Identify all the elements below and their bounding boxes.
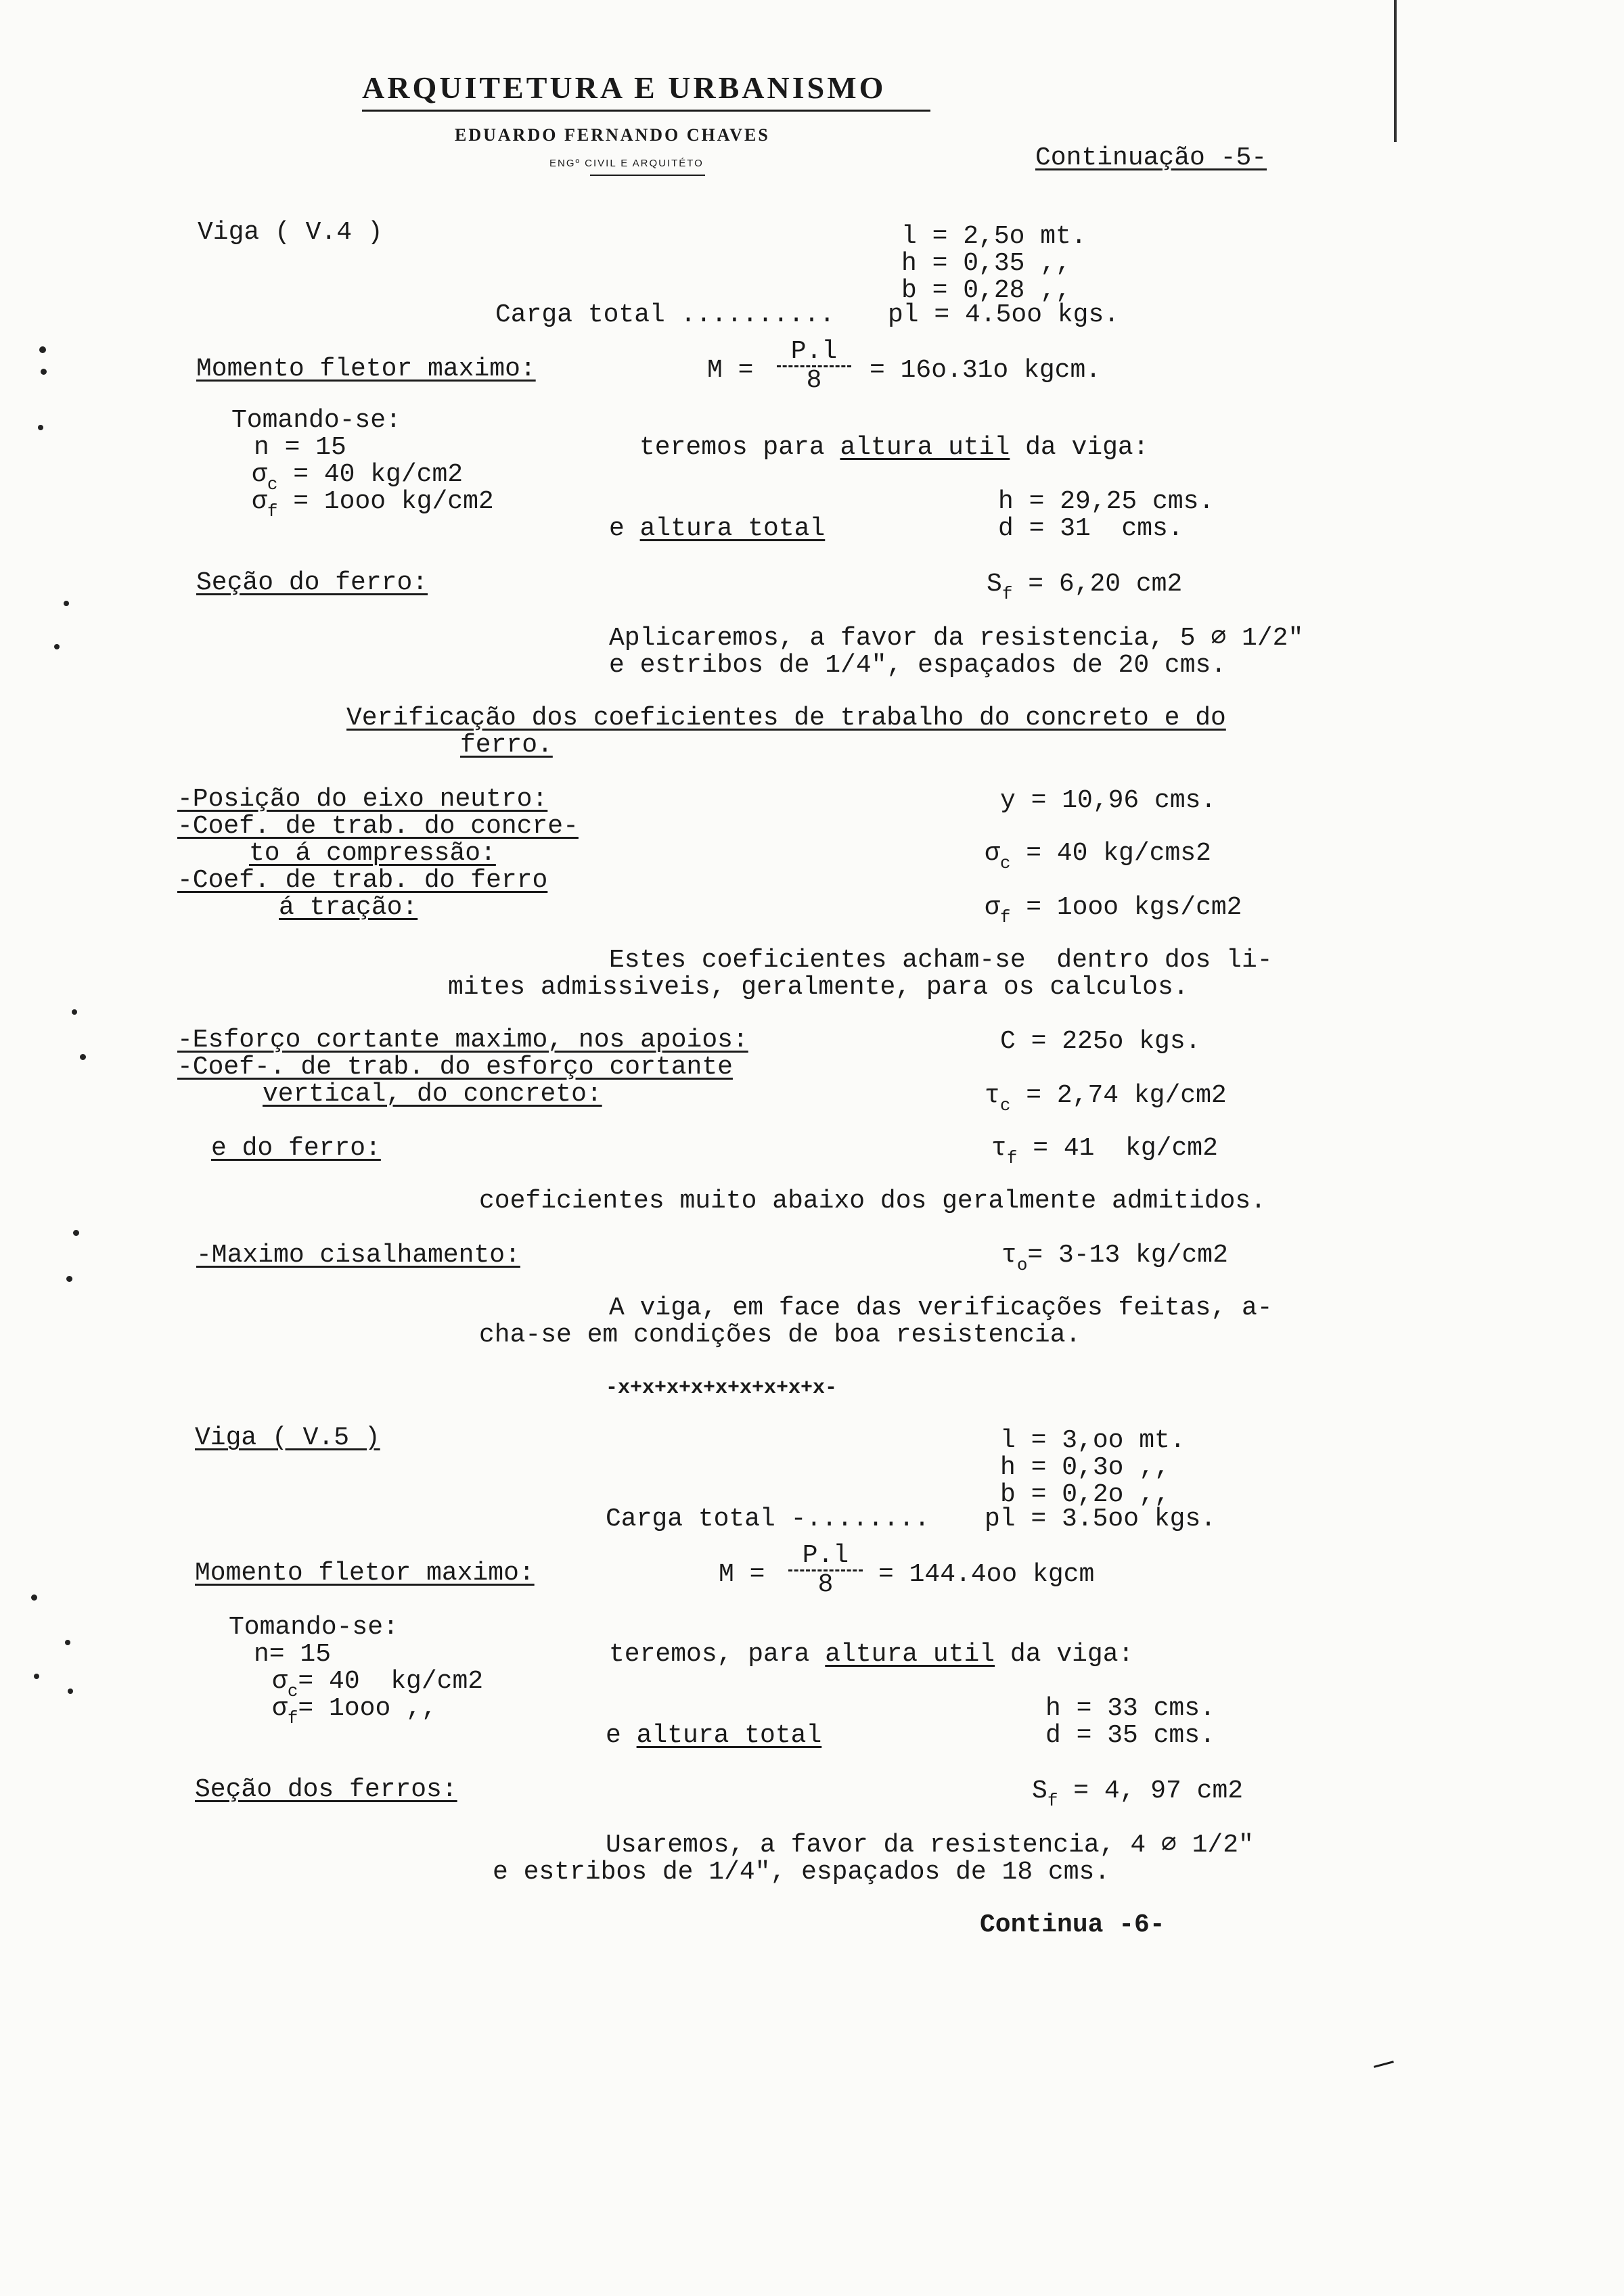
- sigma-symbol-icon: σ: [252, 460, 267, 489]
- v5-steel-section: [1032, 1776, 1243, 1816]
- scan-speck: [68, 1689, 73, 1694]
- v5-sf-value: = 4, 97 cm2: [1073, 1776, 1244, 1806]
- sub-c: c: [999, 1095, 1011, 1116]
- sigma-symbol-icon: σ: [272, 1667, 288, 1696]
- max-shear-value: [1001, 1241, 1228, 1280]
- sub-c: c: [287, 1681, 298, 1701]
- v4-width: b = 0,28 ,,: [901, 276, 1071, 305]
- section-separator: -x+x+x+x+x+x+x+x+x-: [606, 1377, 838, 1400]
- scan-speck: [64, 601, 69, 606]
- sigma-symbol-icon: σ: [252, 487, 267, 516]
- conclusion-line1: A viga, em face das verificações feitas, a-: [609, 1293, 1273, 1323]
- sf-symbol: S: [1032, 1776, 1047, 1806]
- v4-steel-section: [987, 570, 1182, 609]
- v5-moment-denominator: 8: [817, 1570, 834, 1599]
- sub-f: f: [287, 1708, 298, 1728]
- sub-f: f: [1047, 1791, 1058, 1811]
- shear-force-value: C = 225o kgs.: [1000, 1027, 1201, 1056]
- v5-total-height: d = 35 cms.: [1045, 1721, 1215, 1750]
- v5-moment-prefix: M =: [719, 1560, 765, 1589]
- v5-moment-result: = 144.4oo kgcm: [878, 1560, 1095, 1589]
- sub-f: f: [267, 501, 278, 522]
- below-limits-text: coeficientes muito abaixo dos geralmente admitidos.: [479, 1187, 1266, 1216]
- verification-heading-line2: ferro.: [460, 731, 553, 760]
- steel-coef-label-2: á tração:: [279, 893, 418, 922]
- limits-text-line1: Estes coeficientes acham-se dentro dos li-: [609, 946, 1273, 975]
- v4-altura-total: altura total: [639, 514, 826, 543]
- scan-speck: [65, 1640, 70, 1645]
- v4-sigma-c-value: = 40 kg/cm2: [293, 460, 464, 489]
- v4-n-value: n = 15: [254, 433, 346, 462]
- shear-coef-label-1: -Coef-. de trab. do esforço cortante: [177, 1053, 733, 1082]
- max-shear-number: = 3-13 kg/cm2: [1027, 1241, 1228, 1270]
- v5-height: h = 0,3o ,,: [1000, 1453, 1170, 1482]
- v5-load-label: Carga total -........: [606, 1505, 930, 1534]
- sub-c: c: [999, 853, 1011, 873]
- tau-symbol-icon: τ: [985, 1081, 1000, 1110]
- tau-symbol-icon: τ: [991, 1134, 1007, 1163]
- v5-load-value: pl = 3.5oo kgs.: [985, 1505, 1217, 1534]
- steel-coef-label-1: -Coef. de trab. do ferro: [177, 866, 548, 895]
- steel-coef-number: = 1ooo kgs/cm2: [1026, 893, 1242, 922]
- v4-moment-fraction: [777, 338, 851, 394]
- v5-sigma-f-value: = 1ooo ,,: [298, 1694, 437, 1723]
- v5-moment-fraction: [788, 1542, 863, 1599]
- sub-f: f: [999, 907, 1011, 927]
- letterhead-profession: ENGº CIVIL E ARQUITÉTO: [549, 158, 704, 169]
- v4-total-height-label: [609, 514, 825, 544]
- page-continuation-mark: Continuação -5-: [1035, 143, 1267, 173]
- sub-o: o: [1016, 1255, 1028, 1275]
- v4-total-height: d = 31 cms.: [998, 514, 1183, 543]
- v4-moment-denominator: 8: [806, 366, 822, 395]
- v4-teremos-line: [639, 433, 1149, 463]
- shear-steel-label: e do ferro:: [211, 1134, 381, 1163]
- scan-speck: [54, 644, 60, 649]
- v5-useful-height: h = 33 cms.: [1045, 1694, 1215, 1723]
- v4-moment-numerator: P.l: [777, 338, 851, 367]
- v4-height: h = 0,35 ,,: [901, 249, 1071, 278]
- tau-symbol-icon: τ: [1001, 1241, 1017, 1270]
- scan-speck: [39, 346, 46, 353]
- sub-f: f: [1006, 1148, 1018, 1168]
- v5-reinforcement-line2: e estribos de 1/4", espaçados de 18 cms.: [493, 1858, 1110, 1887]
- limits-text-line2: mites admissiveis, geralmente, para os calculos.: [448, 973, 1189, 1002]
- shear-coef-label-2: vertical, do concreto:: [263, 1080, 602, 1109]
- v5-sigma-f: [272, 1694, 437, 1733]
- v4-sigma-f: [252, 487, 494, 526]
- v5-altura-util: altura util: [825, 1640, 995, 1669]
- v5-tomando: Tomando-se:: [229, 1613, 399, 1642]
- v5-heading: Viga ( V.5 ): [195, 1423, 380, 1452]
- shear-steel-value: [991, 1134, 1218, 1173]
- v5-width: b = 0,2o ,,: [1000, 1480, 1170, 1509]
- v4-load-label: Carga total ..........: [495, 300, 835, 329]
- v4-moment-result: = 16o.31o kgcm.: [870, 356, 1102, 385]
- shear-force-label: -Esforço cortante maximo, nos apoios:: [177, 1026, 748, 1055]
- v4-heading: Viga ( V.4 ): [198, 218, 383, 247]
- scan-speck: [34, 1674, 39, 1679]
- v5-altura-total: altura total: [636, 1721, 822, 1750]
- v5-total-height-label: [606, 1721, 821, 1751]
- v4-teremos-text: teremos para: [639, 433, 840, 462]
- scan-stray-mark: [1374, 2061, 1394, 2068]
- v5-teremos-line: [609, 1640, 1133, 1670]
- v5-n-value: n= 15: [254, 1640, 332, 1669]
- concrete-coef-number: = 40 kg/cms2: [1026, 839, 1211, 868]
- v5-length: l = 3,oo mt.: [1000, 1426, 1186, 1455]
- scan-speck: [73, 1230, 79, 1236]
- v4-reinforcement-line1: Aplicaremos, a favor da resistencia, 5 ∅ 1/2": [609, 624, 1304, 653]
- letterhead-rule: [362, 110, 930, 112]
- footer-continua: Continua -6-: [980, 1910, 1165, 1939]
- v4-sigma-f-value: = 1ooo kg/cm2: [293, 487, 494, 516]
- v4-e: e: [609, 514, 640, 543]
- v5-reinforcement-line1: Usaremos, a favor da resistencia, 4 ∅ 1/2": [606, 1831, 1254, 1860]
- v4-tomando: Tomando-se:: [231, 406, 401, 435]
- v5-da-viga: da viga:: [995, 1640, 1134, 1669]
- sub-f: f: [1001, 584, 1013, 604]
- letterhead-short-rule: [590, 175, 705, 176]
- scan-speck: [41, 369, 47, 375]
- neutral-axis-value: y = 10,96 cms.: [1000, 786, 1217, 815]
- sub-c: c: [267, 474, 278, 495]
- concrete-coef-label-1: -Coef. de trab. do concre-: [177, 812, 579, 841]
- v4-useful-height: h = 29,25 cms.: [998, 487, 1215, 516]
- scan-speck: [72, 1009, 77, 1015]
- sigma-symbol-icon: σ: [985, 893, 1000, 922]
- v4-moment-prefix: M =: [707, 356, 754, 385]
- v5-teremos-text: teremos, para: [609, 1640, 826, 1669]
- letterhead-author: EDUARDO FERNANDO CHAVES: [455, 125, 770, 145]
- concrete-coef-label-2: to á compressão:: [249, 839, 496, 868]
- v4-section-label: Seção do ferro:: [196, 568, 428, 597]
- concrete-coef-value: [985, 839, 1211, 878]
- shear-steel-number: = 41 kg/cm2: [1033, 1134, 1218, 1163]
- v4-moment-label: Momento fletor maximo:: [196, 354, 536, 384]
- scan-speck: [38, 425, 43, 430]
- v5-section-label: Seção dos ferros:: [195, 1775, 457, 1804]
- shear-concrete-value: [985, 1081, 1227, 1120]
- neutral-axis-label: -Posição do eixo neutro:: [177, 785, 548, 814]
- scan-speck: [80, 1054, 86, 1060]
- sigma-symbol-icon: σ: [272, 1694, 288, 1723]
- v5-e: e: [606, 1721, 637, 1750]
- v4-length: l = 2,5o mt.: [901, 222, 1087, 251]
- scan-edge-mark: [1394, 0, 1397, 142]
- max-shear-label: -Maximo cisalhamento:: [196, 1241, 520, 1270]
- v5-sigma-c-value: = 40 kg/cm2: [298, 1667, 484, 1696]
- conclusion-line2: cha-se em condições de boa resistencia.: [479, 1321, 1081, 1350]
- scan-speck: [66, 1276, 72, 1282]
- letterhead-title: ARQUITETURA E URBANISMO: [362, 70, 886, 105]
- v4-load-value: pl = 4.5oo kgs.: [888, 300, 1120, 329]
- v4-reinforcement-line2: e estribos de 1/4", espaçados de 20 cms.: [609, 651, 1227, 680]
- v5-moment-numerator: P.l: [788, 1542, 863, 1571]
- sigma-symbol-icon: σ: [985, 839, 1000, 868]
- v4-altura-util: altura util: [840, 433, 1010, 462]
- verification-heading-line1: Verificação dos coeficientes de trabalho do concreto e do: [346, 704, 1226, 733]
- scan-speck: [31, 1594, 37, 1601]
- sf-symbol: S: [987, 570, 1002, 599]
- shear-concrete-number: = 2,74 kg/cm2: [1026, 1081, 1227, 1110]
- steel-coef-value: [985, 893, 1242, 932]
- v5-moment-label: Momento fletor maximo:: [195, 1559, 535, 1588]
- v4-sf-value: = 6,20 cm2: [1028, 570, 1183, 599]
- v4-da-viga: da viga:: [1010, 433, 1149, 462]
